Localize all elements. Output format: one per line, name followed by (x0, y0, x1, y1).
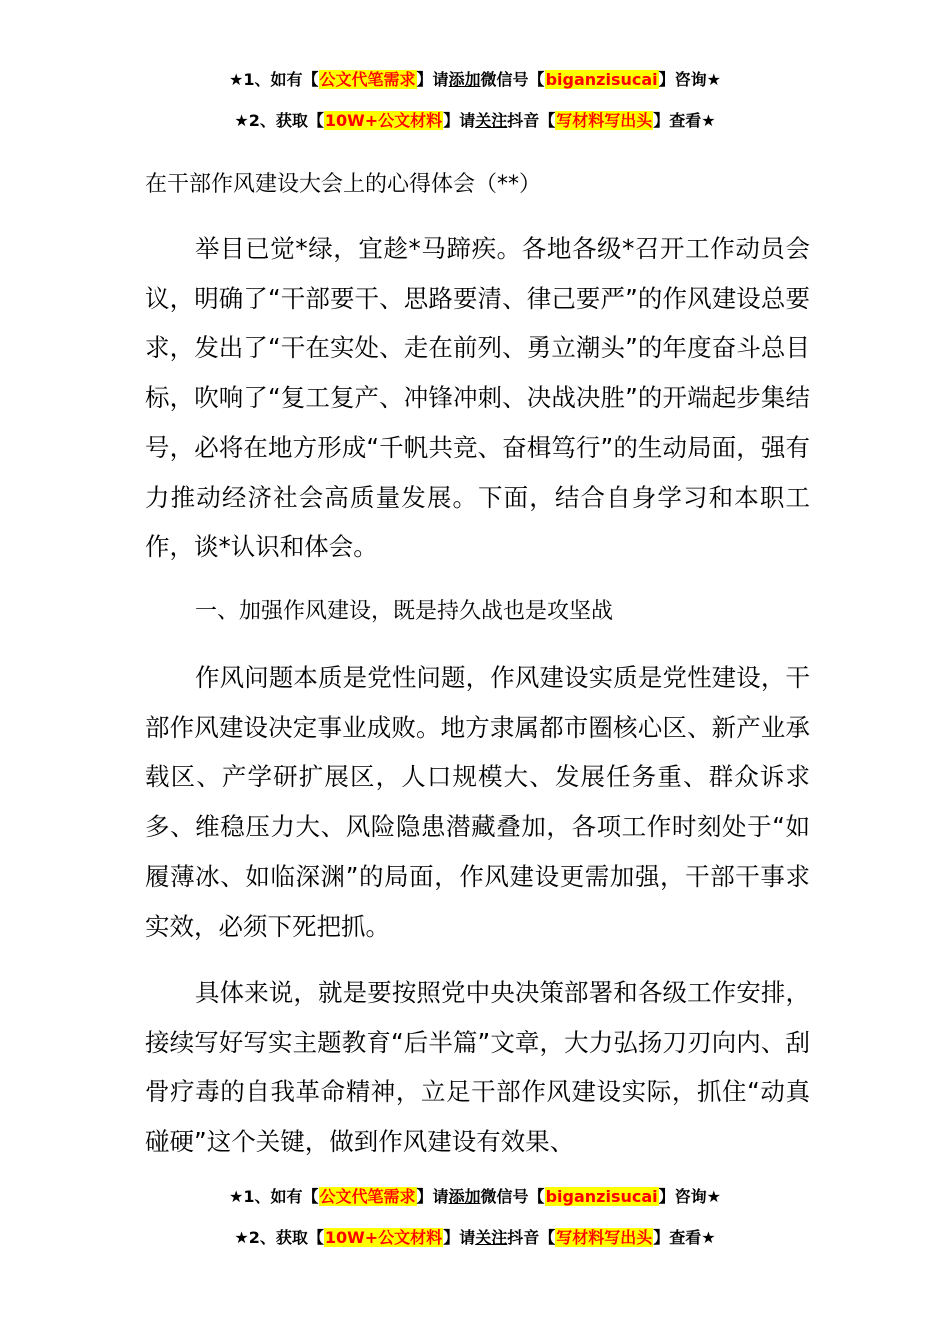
top-banner-line-2 (0, 111, 950, 131)
bottom-banner-line-2 (0, 1228, 950, 1248)
banner-highlight: biganzisucai (545, 1187, 658, 1206)
section-heading-1: 一、加强作风建设，既是持久战也是攻坚战 (195, 599, 614, 624)
paragraph-section1-a: 作风问题本质是党性问题，作风建设实质是党性建设，干部作风建设决定事业成败。地方隶属都市圈核心区、新产业承载区、产学研扩展区，人口规模大、发展任务重、群众诉求多、维稳压力大、风险隐患潜藏叠加，各项工作时刻处于“如履薄冰、如临深渊”的局面，作风建设更需加强，干部干事求实效，必须下死把抓。 (145, 663, 810, 941)
banner-highlight: 10W+公文材料 (324, 1228, 443, 1247)
banner-suffix: 】查看★ (653, 1228, 716, 1247)
banner-prefix: ★2、获取【 (234, 1228, 324, 1247)
banner-highlight: 公文代笔需求 (319, 1187, 416, 1206)
banner-suffix: 】咨询★ (658, 1187, 721, 1206)
banner-prefix: ★1、如有【 (229, 70, 319, 89)
banner-underlined: 添加 (448, 70, 481, 89)
banner-underlined: 关注 (475, 1228, 508, 1247)
paragraph-section1-b: 具体来说，就是要按照党中央决策部署和各级工作安排，接续写好写实主题教育“后半篇”文章，大力弘扬刀刃向内、刮骨疗毒的自我革命精神，立足干部作风建设实际，抓住“动真碰硬”这个关键，做到作风建设有效果、 (145, 978, 810, 1157)
banner-prefix: ★1、如有【 (229, 1187, 319, 1206)
banner-text: 微信号【 (480, 1187, 545, 1206)
banner-highlight: 写材料写出头 (556, 111, 653, 130)
banner-text: 】请 (416, 70, 449, 89)
banner-highlight: 公文代笔需求 (319, 70, 416, 89)
banner-highlight: biganzisucai (545, 70, 658, 89)
top-banner-line-1 (0, 70, 950, 90)
banner-text: 抖音【 (507, 1228, 556, 1247)
banner-text: 抖音【 (507, 111, 556, 130)
bottom-banner-line-1 (0, 1187, 950, 1207)
banner-suffix: 】咨询★ (658, 70, 721, 89)
banner-highlight: 写材料写出头 (556, 1228, 653, 1247)
banner-text: 微信号【 (480, 70, 545, 89)
banner-text: 】请 (443, 111, 476, 130)
banner-highlight: 10W+公文材料 (324, 111, 443, 130)
banner-suffix: 】查看★ (653, 111, 716, 130)
banner-underlined: 添加 (448, 1187, 481, 1206)
document-title: 在干部作风建设大会上的心得体会（**） (145, 172, 542, 197)
banner-text: 】请 (416, 1187, 449, 1206)
banner-prefix: ★2、获取【 (234, 111, 324, 130)
banner-text: 】请 (443, 1228, 476, 1247)
banner-underlined: 关注 (475, 111, 508, 130)
paragraph-intro: 举目已觉*绿，宜趁*马蹄疾。各地各级*召开工作动员会议，明确了“干部要干、思路要清、律己要严”的作风建设总要求，发出了“干在实处、走在前列、勇立潮头”的年度奋斗总目标，吹响了“复工复产、冲锋冲刺、决战决胜”的开端起步集结号，必将在地方形成“千帆共竞、奋楫笃行”的生动局面，强有力推动经济社会高质量发展。下面，结合自身学习和本职工作，谈*认识和体会。 (145, 234, 810, 562)
